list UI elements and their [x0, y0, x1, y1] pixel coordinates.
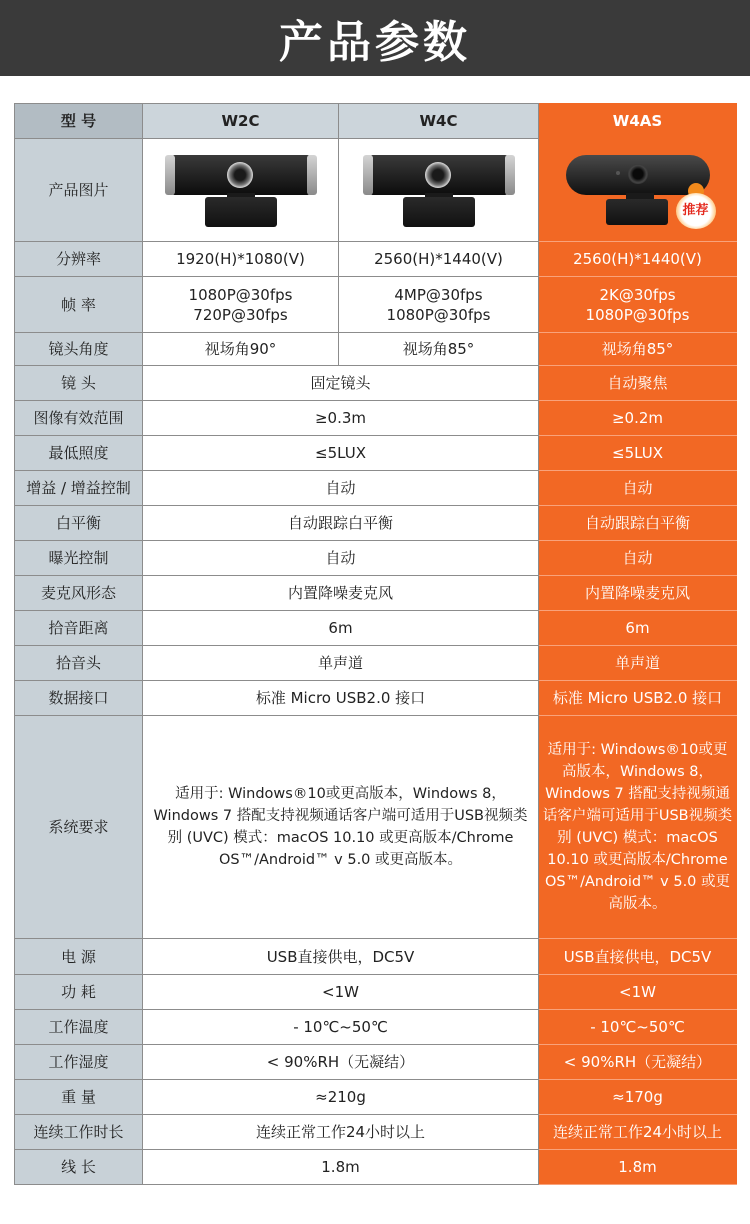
- value-shared: < 90%RH（无凝结）: [143, 1045, 539, 1080]
- value-w4as: < 90%RH（无凝结）: [539, 1045, 737, 1080]
- value-shared: 6m: [143, 611, 539, 646]
- row-label: 麦克风形态: [15, 576, 143, 611]
- row-label: 重 量: [15, 1080, 143, 1115]
- spec-row-power: [15, 939, 737, 975]
- row-label: 镜头角度: [15, 333, 143, 366]
- value-w4as: ≥0.2m: [539, 401, 737, 436]
- spec-row-pickup-head: [15, 646, 737, 681]
- spec-row-temperature: [15, 1010, 737, 1045]
- value-w4c: 视场角85°: [339, 333, 539, 366]
- spec-row-data-port: [15, 681, 737, 716]
- model-header-label: 型 号: [15, 104, 143, 139]
- value-w4as: 自动跟踪白平衡: [539, 506, 737, 541]
- value-w4as: ≤5LUX: [539, 436, 737, 471]
- row-label: 工作湿度: [15, 1045, 143, 1080]
- spec-row-fov: [15, 333, 737, 366]
- value-shared: 内置降噪麦克风: [143, 576, 539, 611]
- row-label: 帧 率: [15, 277, 143, 333]
- product-image-w4as: [539, 139, 737, 242]
- webcam-image: [161, 149, 321, 231]
- row-label: 最低照度: [15, 436, 143, 471]
- row-label: 拾音头: [15, 646, 143, 681]
- value-w4as: 内置降噪麦克风: [539, 576, 737, 611]
- value-shared: 固定镜头: [143, 366, 539, 401]
- value-w2c: 1080P@30fps 720P@30fps: [143, 277, 339, 333]
- value-w4as: 适用于: Windows®10或更高版本，Windows 8，Windows 7 搭配支持视频通话客户端可适用于USB视频类别 (UVC) 模式：macOS 10.10 或更高版本/Chrome OS™/Android™ v 5.0 或更高版本。: [539, 716, 737, 939]
- value-w4as: 自动: [539, 541, 737, 576]
- value-shared: 连续正常工作24小时以上: [143, 1115, 539, 1150]
- value-shared: ≈210g: [143, 1080, 539, 1115]
- webcam-image: [558, 149, 718, 231]
- spec-row-white-balance: [15, 506, 737, 541]
- value-shared: ≥0.3m: [143, 401, 539, 436]
- value-shared: - 10℃~50℃: [143, 1010, 539, 1045]
- spec-row-runtime: [15, 1115, 737, 1150]
- product-image-w4c: [339, 139, 539, 242]
- row-label: 数据接口: [15, 681, 143, 716]
- model-header-w2c: W2C: [143, 104, 339, 139]
- value-shared: 自动跟踪白平衡: [143, 506, 539, 541]
- value-shared: 1.8m: [143, 1150, 539, 1185]
- row-label: 工作温度: [15, 1010, 143, 1045]
- value-shared: 自动: [143, 471, 539, 506]
- row-label: 镜 头: [15, 366, 143, 401]
- value-w4as: - 10℃~50℃: [539, 1010, 737, 1045]
- value-shared: 适用于: Windows®10或更高版本，Windows 8，Windows 7 搭配支持视频通话客户端可适用于USB视频类别 (UVC) 模式：macOS 10.10 或更高版本/Chrome OS™/Android™ v 5.0 或更高版本。: [143, 716, 539, 939]
- value-shared: 单声道: [143, 646, 539, 681]
- spec-row-resolution: [15, 242, 737, 277]
- value-w4as: 2K@30fps 1080P@30fps: [539, 277, 737, 333]
- model-header-w4as: W4AS: [539, 104, 737, 139]
- spec-table: [14, 103, 737, 1185]
- value-shared: 自动: [143, 541, 539, 576]
- row-label: 白平衡: [15, 506, 143, 541]
- row-label: 电 源: [15, 939, 143, 975]
- row-label: 拾音距离: [15, 611, 143, 646]
- value-w4as: 视场角85°: [539, 333, 737, 366]
- model-header-w4c: W4C: [339, 104, 539, 139]
- value-w4as: 单声道: [539, 646, 737, 681]
- row-label: 功 耗: [15, 975, 143, 1010]
- value-shared: USB直接供电，DC5V: [143, 939, 539, 975]
- page-title: 产品参数: [0, 0, 750, 76]
- spec-row-consumption: [15, 975, 737, 1010]
- webcam-image: [359, 149, 519, 231]
- value-shared: ≤5LUX: [143, 436, 539, 471]
- spec-row-microphone: [15, 576, 737, 611]
- spec-row-weight: [15, 1080, 737, 1115]
- value-w2c: 视场角90°: [143, 333, 339, 366]
- row-label: 分辨率: [15, 242, 143, 277]
- row-label: 连续工作时长: [15, 1115, 143, 1150]
- recommend-badge: 推荐: [676, 193, 716, 229]
- value-w4as: 1.8m: [539, 1150, 737, 1185]
- value-w4as: ≈170g: [539, 1080, 737, 1115]
- spec-row-cable: [15, 1150, 737, 1185]
- value-shared: 标准 Micro USB2.0 接口: [143, 681, 539, 716]
- value-w4as: 标准 Micro USB2.0 接口: [539, 681, 737, 716]
- row-label: 系统要求: [15, 716, 143, 939]
- value-w4c: 2560(H)*1440(V): [339, 242, 539, 277]
- spec-row-illumination: [15, 436, 737, 471]
- row-label: 线 长: [15, 1150, 143, 1185]
- spec-row-gain: [15, 471, 737, 506]
- spec-row-lens: [15, 366, 737, 401]
- spec-row-system: [15, 716, 737, 939]
- spec-row-framerate: [15, 277, 737, 333]
- value-w4as: <1W: [539, 975, 737, 1010]
- value-w4as: 自动聚焦: [539, 366, 737, 401]
- product-image-w2c: [143, 139, 339, 242]
- value-w4as: 自动: [539, 471, 737, 506]
- row-label: 图像有效范围: [15, 401, 143, 436]
- value-w4as: 连续正常工作24小时以上: [539, 1115, 737, 1150]
- row-label: 产品图片: [15, 139, 143, 242]
- value-w4c: 4MP@30fps 1080P@30fps: [339, 277, 539, 333]
- row-label: 曝光控制: [15, 541, 143, 576]
- spec-row-pickup-distance: [15, 611, 737, 646]
- header-row: [15, 104, 737, 139]
- value-w4as: 6m: [539, 611, 737, 646]
- value-w2c: 1920(H)*1080(V): [143, 242, 339, 277]
- value-shared: <1W: [143, 975, 539, 1010]
- image-row: [15, 139, 737, 242]
- row-label: 增益 / 增益控制: [15, 471, 143, 506]
- spec-row-humidity: [15, 1045, 737, 1080]
- value-w4as: 2560(H)*1440(V): [539, 242, 737, 277]
- spec-row-range: [15, 401, 737, 436]
- spec-row-exposure: [15, 541, 737, 576]
- value-w4as: USB直接供电，DC5V: [539, 939, 737, 975]
